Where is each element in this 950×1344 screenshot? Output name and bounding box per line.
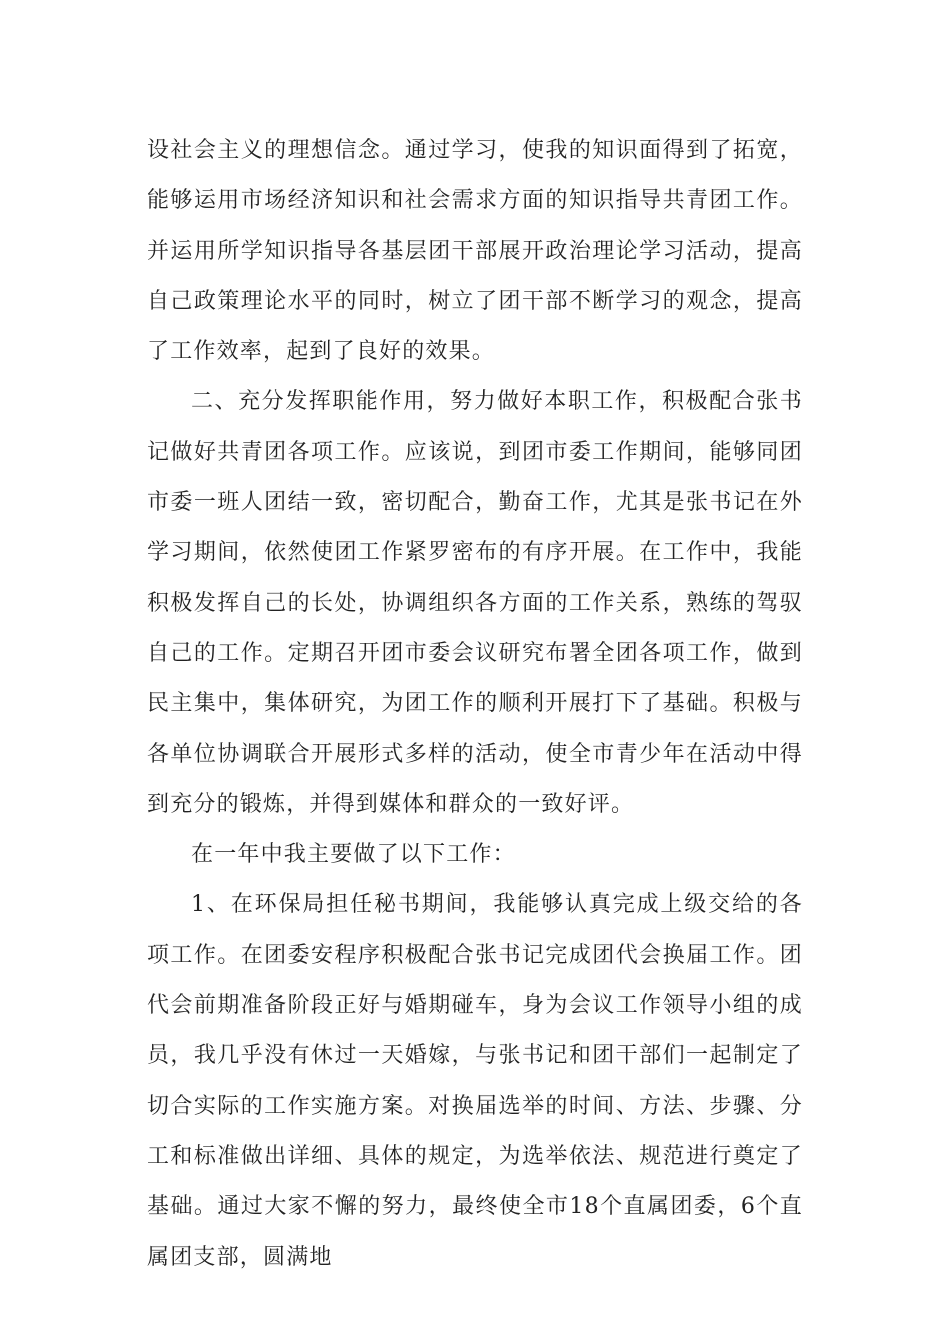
paragraph-continued: 设社会主义的理想信念。通过学习，使我的知识面得到了拓宽，能够运用市场经济知识和社会需求方面的知识指导共青团工作。并运用所学知识指导各基层团干部展开政治理论学习活动，提高自己政策理论水平的同时，树立了团干部不断学习的观念，提高了工作效率，起到了良好的效果。	[147, 138, 803, 365]
paragraph-item-one: 1、在环保局担任秘书期间，我能够认真完成上级交给的各项工作。在团委安程序积极配合张书记完成团代会换届工作。团代会前期准备阶段正好与婚期碰车，身为会议工作领导小组的成员，我几乎没有休过一天婚嫁，与张书记和团干部们一起制定了切合实际的工作实施方案。对换届选举的时间、方法、步骤、分工和标准做出详细、具体的规定，为选举依法、规范进行奠定了基础。通过大家不懈的努力，最终使全市18个直属团委，6个直属团支部，圆满地	[147, 892, 803, 1270]
document-body	[147, 126, 803, 1283]
paragraph-section-two: 二、充分发挥职能作用，努力做好本职工作，积极配合张书记做好共青团各项工作。应该说，到团市委工作期间，能够同团市委一班人团结一致，密切配合，勤奋工作，尤其是张书记在外学习期间，依然使团工作紧罗密布的有序开展。在工作中，我能积极发挥自己的长处，协调组织各方面的工作关系，熟练的驾驭自己的工作。定期召开团市委会议研究布署全团各项工作，做到民主集中，集体研究，为团工作的顺利开展打下了基础。积极与各单位协调联合开展形式多样的活动，使全市青少年在活动中得到充分的锻炼，并得到媒体和群众的一致好评。	[147, 389, 803, 817]
paragraph-work-intro: 在一年中我主要做了以下工作：	[191, 842, 516, 868]
